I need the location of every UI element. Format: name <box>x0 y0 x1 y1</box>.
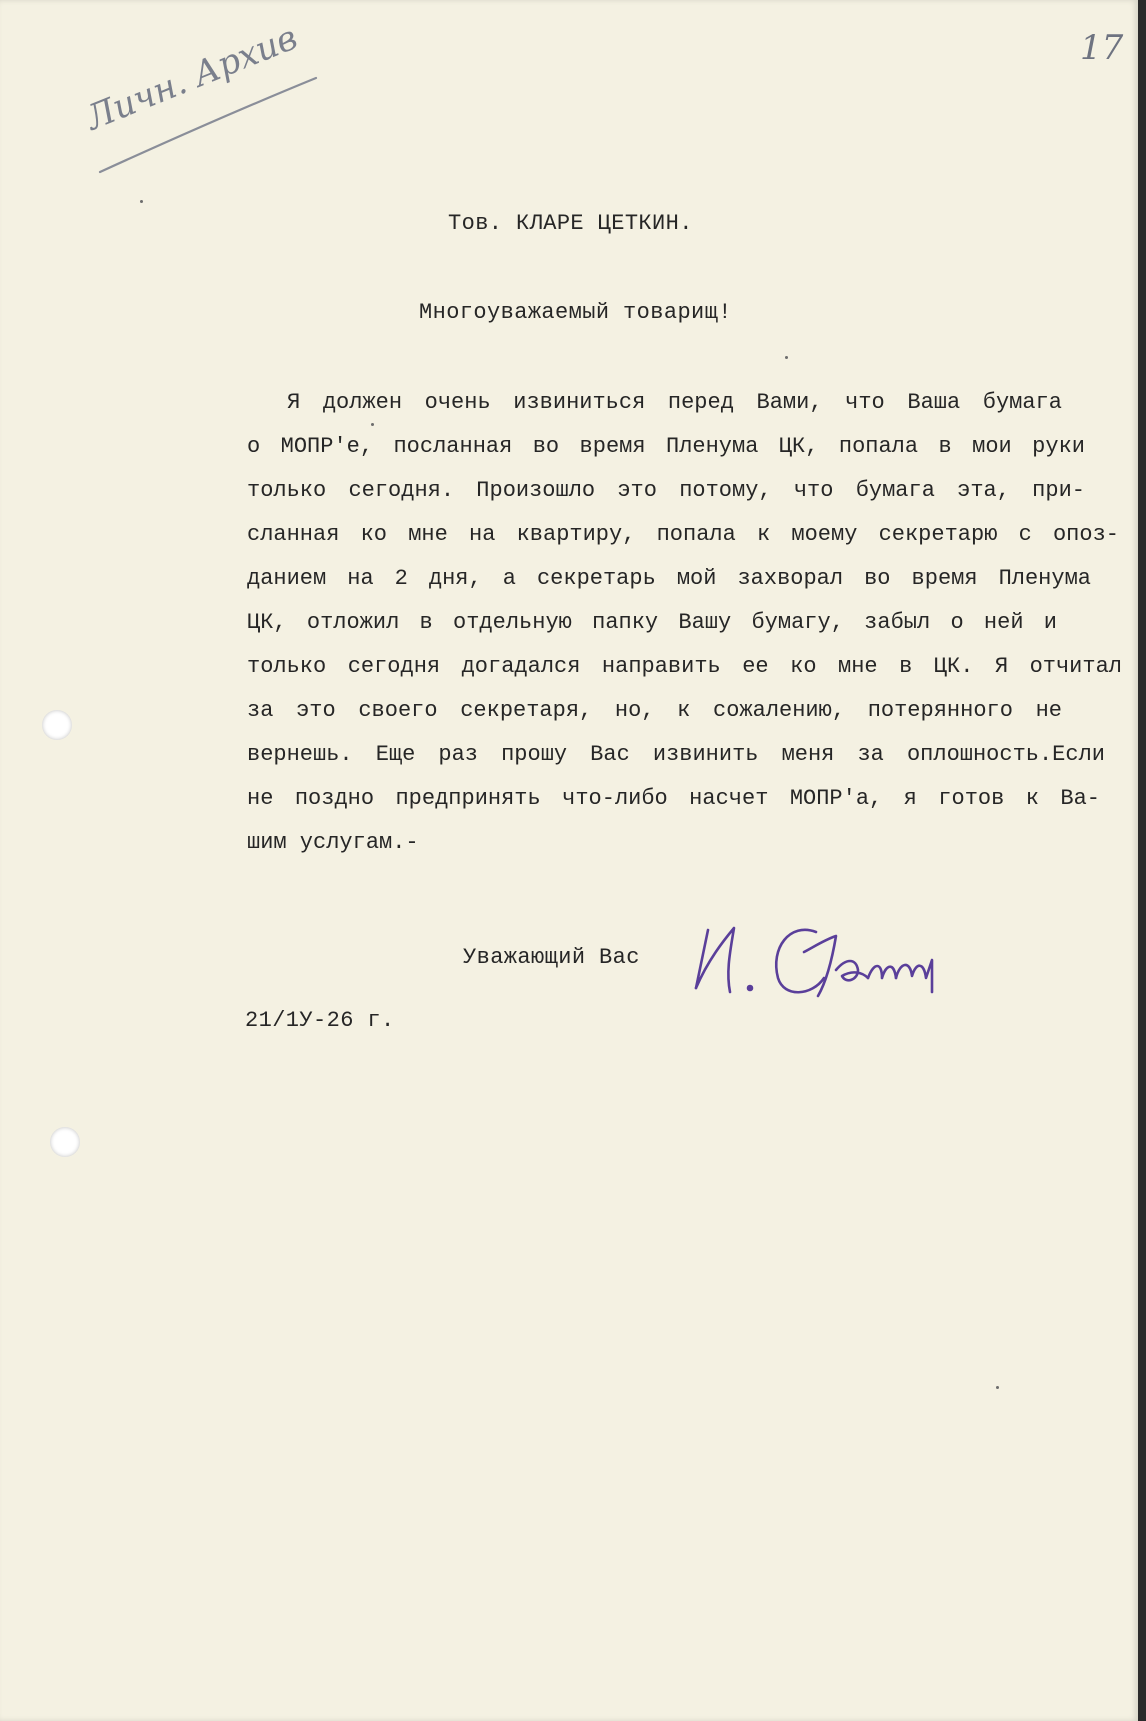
paper-speck <box>996 1386 999 1389</box>
punch-hole <box>42 710 72 740</box>
body-line: за это своего секретаря, но, к сожалению, потерянного не <box>247 698 1062 723</box>
body-line: Я должен очень извиниться перед Вами, что Ваша бумага <box>287 390 1062 415</box>
date-line: 21/1У-26 г. <box>245 1008 395 1033</box>
paper-speck <box>785 356 788 359</box>
body-line: только сегодня догадался направить ее ко мне в ЦК. Я отчитал <box>247 654 1122 679</box>
closing-line: Уважающий Вас <box>463 945 640 970</box>
body-line: ЦК, отложил в отдельную папку Вашу бумагу, забыл о ней и <box>247 610 1057 635</box>
body-line: не поздно предпринять что-либо насчет МОПР'а, я готов к Ва- <box>247 786 1100 811</box>
margin-note-block <box>80 17 320 190</box>
salutation-line: Многоуважаемый товарищ! <box>419 300 732 325</box>
body-line: шим услугам.- <box>247 830 419 855</box>
margin-note: Личн. Архив <box>80 17 304 139</box>
addressee-line: Тов. КЛАРЕ ЦЕТКИН. <box>448 211 693 236</box>
punch-hole <box>50 1127 80 1157</box>
body-line: сланная ко мне на квартиру, попала к моему секретарю с опоз- <box>247 522 1119 547</box>
page-number: 17 <box>1080 28 1124 68</box>
body-line: только сегодня. Произошло это потому, что бумага эта, при- <box>247 478 1085 503</box>
margin-note-underline <box>80 60 320 190</box>
body-line: о МОПР'е, посланная во время Пленума ЦК, попала в мои руки <box>247 434 1085 459</box>
body-line: данием на 2 дня, а секретарь мой захворал во время Пленума <box>247 566 1091 591</box>
signature <box>686 900 976 1010</box>
scan-edge <box>1138 0 1146 1721</box>
paper-speck <box>371 423 374 426</box>
body-line: вернешь. Еще раз прошу Вас извинить меня за оплошность.Если <box>247 742 1105 767</box>
paper-speck <box>140 200 143 203</box>
